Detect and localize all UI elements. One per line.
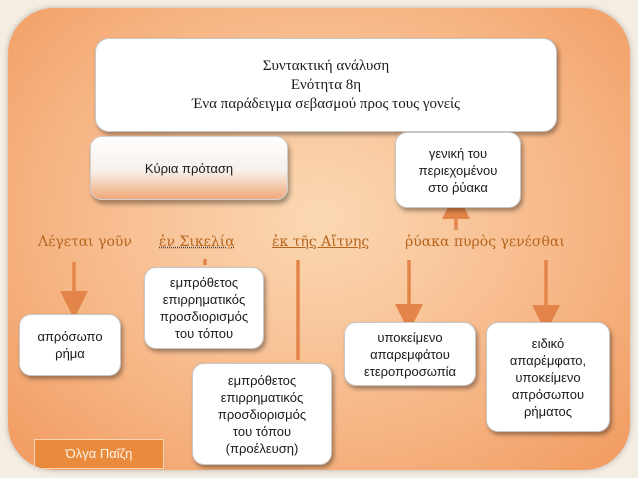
adverbial-origin-line-1: εμπρόθετος [227, 372, 297, 388]
greek-sentence [38, 234, 630, 258]
title-line-1: Συντακτική ανάλυση [262, 57, 390, 74]
title-line-2: Ενότητα 8η [290, 76, 362, 93]
main-clause-box [90, 136, 288, 200]
genitive-line-3: στο ῥύακα [428, 179, 488, 195]
infinitive-subject-line-3: ετεροπροσωπία [363, 363, 457, 379]
adverbial-origin-line-4: του τόπου [232, 423, 292, 439]
word-ryaka: ῥύακα πυρὸς γενέσθαι [405, 234, 565, 250]
adverbial-origin-box [192, 363, 332, 465]
slide-panel [8, 8, 630, 470]
special-infinitive-line-1: ειδικό [531, 335, 565, 351]
title-box [95, 38, 557, 132]
genitive-box [395, 132, 521, 208]
word-legetai: Λέγεται γοῦν [38, 234, 132, 250]
infinitive-subject-line-1: υποκείμενο [377, 329, 443, 345]
author-signature: Όλγα Παΐζη [34, 439, 164, 469]
word-en-sikelia: ἐν Σικελίᾳ [159, 234, 235, 250]
adverbial-place-box [144, 267, 264, 349]
adverbial-place-line-1: εμπρόθετος [169, 275, 239, 290]
special-infinitive-line-5: ρήματος [523, 403, 573, 419]
title-line-3: Ένα παράδειγμα σεβασμού προς τους γονείς [191, 95, 460, 112]
main-clause-label: Κύρια πρόταση [144, 160, 234, 176]
special-infinitive-line-3: υποκείμενο [515, 369, 581, 385]
infinitive-subject-line-2: απαρεμφάτου [370, 346, 450, 362]
special-infinitive-box [486, 322, 610, 432]
adverbial-place-line-3: προσδιορισμός [159, 309, 249, 324]
word-ek-tis-aitnis: ἐκ τῆς Αἴτνης [272, 234, 370, 250]
impersonal-verb-line-2: ρήμα [55, 346, 85, 361]
special-infinitive-line-4: απρόσωπου [511, 386, 585, 402]
adverbial-origin-line-2: επιρρηματικός [220, 389, 304, 405]
adverbial-place-line-2: επιρρηματικός [162, 292, 246, 307]
impersonal-verb-box [19, 314, 121, 376]
genitive-line-1: γενική του [428, 145, 488, 161]
adverbial-origin-line-3: προσδιορισμός [217, 406, 307, 422]
special-infinitive-line-2: απαρέμφατο, [509, 352, 587, 368]
genitive-line-2: περιεχομένου [418, 162, 498, 178]
infinitive-subject-box [344, 322, 476, 386]
impersonal-verb-line-1: απρόσωπο [37, 329, 103, 344]
adverbial-origin-line-5: (προέλευση) [225, 440, 299, 456]
adverbial-place-line-4: του τόπου [174, 326, 234, 341]
